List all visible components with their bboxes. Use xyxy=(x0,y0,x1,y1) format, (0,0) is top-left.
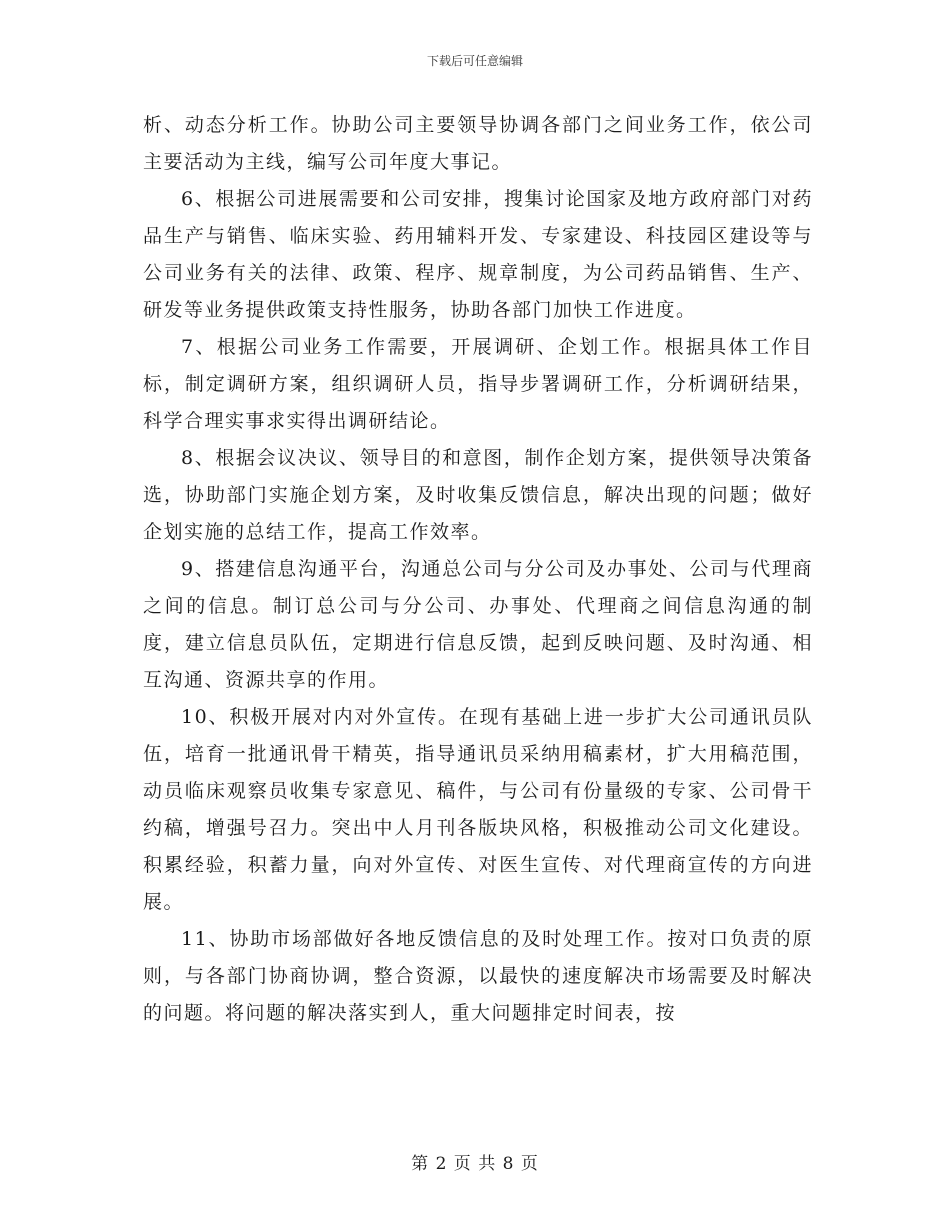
paragraph-item-7: 7、根据公司业务工作需要，开展调研、企划工作。根据具体工作目标，制定调研方案，组织调研人员，指导步署调研工作，分析调研结果，科学合理实事求实得出调研结论。 xyxy=(143,336,813,432)
page-header-note: 下载后可任意编辑 xyxy=(426,54,523,68)
paragraph-item-8: 8、根据会议决议、领导目的和意图，制作企划方案，提供领导决策备选，协助部门实施企划方案，及时收集反馈信息，解决出现的问题；做好企划实施的总结工作，提高工作效率。 xyxy=(143,447,813,543)
paragraph-item-10: 10、积极开展对内对外宣传。在现有基础上进一步扩大公司通讯员队伍，培育一批通讯骨干精英，指导通讯员采纳用稿素材，扩大用稿范围，动员临床观察员收集专家意见、稿件，与公司有份量级的专家、公司骨干约稿，增强号召力。突出中人月刊各版块风格，积极推动公司文化建设。积累经验，积蓄力量，向对外宣传、对医生宣传、对代理商宣传的方向进展。 xyxy=(143,706,813,913)
paragraph-item-11: 11、协助市场部做好各地反馈信息的及时处理工作。按对口负责的原则，与各部门协商协调，整合资源，以最快的速度解决市场需要及时解决的问题。将问题的解决落实到人，重大问题排定时间表，按 xyxy=(143,928,813,1024)
paragraph-item-6: 6、根据公司进展需要和公司安排，搜集讨论国家及地方政府部门对药品生产与销售、临床实验、药用辅料开发、专家建设、科技园区建设等与公司业务有关的法律、政策、程序、规章制度，为公司药品销售、生产、研发等业务提供政策支持性服务，协助各部门加快工作进度。 xyxy=(143,188,813,321)
document-body xyxy=(143,107,813,1032)
paragraph-item-9: 9、搭建信息沟通平台，沟通总公司与分公司及办事处、公司与代理商之间的信息。制订总公司与分公司、办事处、代理商之间信息沟通的制度，建立信息员队伍，定期进行信息反馈，起到反映问题、及时沟通、相互沟通、资源共享的作用。 xyxy=(143,558,813,691)
page-number-footer: 第 2 页 共 8 页 xyxy=(411,1154,539,1174)
paragraph-continuation: 析、动态分析工作。协助公司主要领导协调各部门之间业务工作，依公司主要活动为主线，编写公司年度大事记。 xyxy=(143,114,813,173)
